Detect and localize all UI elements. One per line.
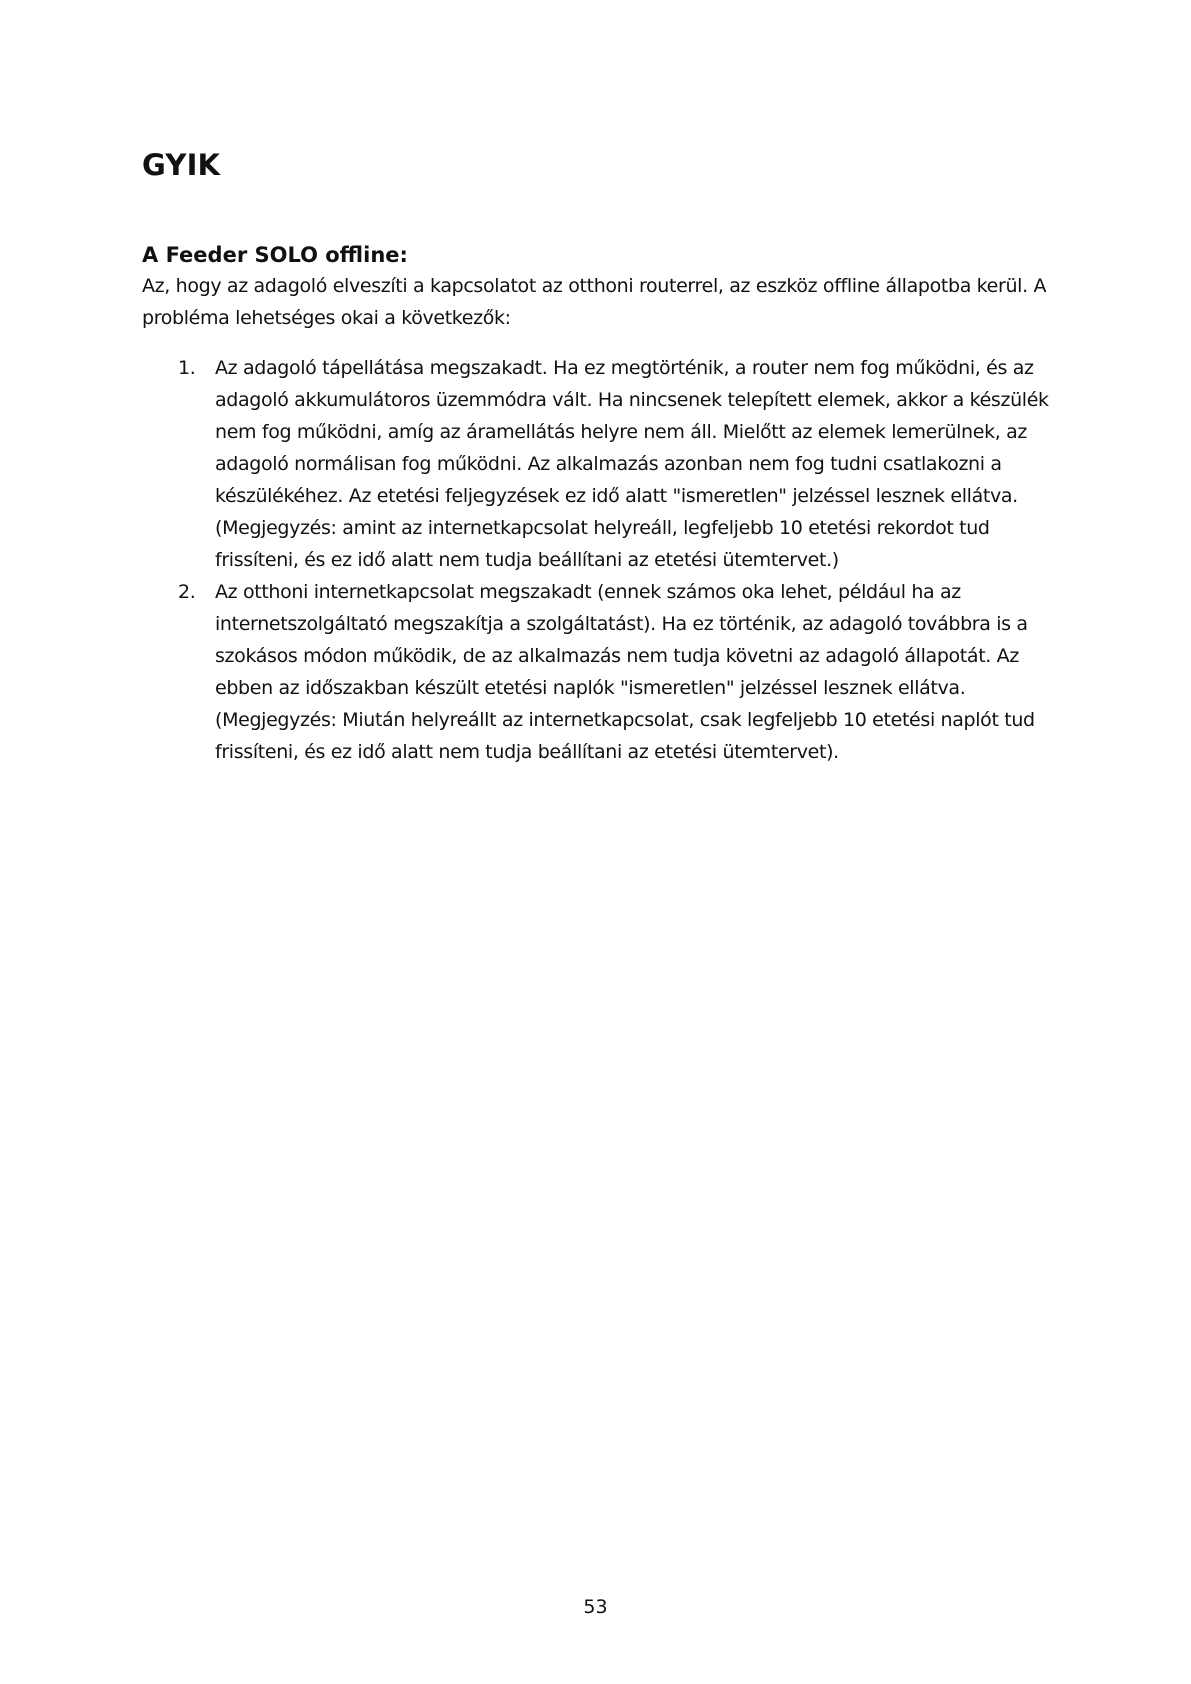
page-number: 53 <box>583 1596 608 1618</box>
causes-list <box>142 352 1062 768</box>
list-item <box>142 576 1062 768</box>
section-title: A Feeder SOLO offline: <box>142 243 408 267</box>
faq-section <box>142 240 1062 768</box>
list-item-number: 1. <box>178 357 196 379</box>
intro-paragraph: Az, hogy az adagoló elveszíti a kapcsolatot az otthoni routerrel, az eszköz offline állapotba kerül. A probléma lehetséges okai a következők: <box>142 275 1047 329</box>
page-title: GYIK <box>142 148 221 182</box>
list-item-text: Az otthoni internetkapcsolat megszakadt (ennek számos oka lehet, például ha az internetszolgáltató megszakítja a szolgáltatást). Ha ez történik, az adagoló továbbra is a szokásos módon működik, de az alkalmazás nem tudja követni az adagoló állapotát. Az ebben az időszakban készült etetési naplók "ismeretlen" jelzéssel lesznek ellátva. (Megjegyzés: Miután helyreállt az internetkapcsolat, csak legfeljebb 10 etetési naplót tud frissíteni, és ez idő alatt nem tudja beállítani az etetési ütemtervet). <box>215 581 1035 763</box>
list-item-number: 2. <box>178 581 196 603</box>
list-item <box>142 352 1062 576</box>
list-item-text: Az adagoló tápellátása megszakadt. Ha ez megtörténik, a router nem fog működni, és az adagoló akkumulátoros üzemmódra vált. Ha nincsenek telepített elemek, akkor a készülék nem fog működni, amíg az áramellátás helyre nem áll. Mielőtt az elemek lemerülnek, az adagoló normálisan fog működni. Az alkalmazás azonban nem fog tudni csatlakozni a készülékéhez. Az etetési feljegyzések ez idő alatt "ismeretlen" jelzéssel lesznek ellátva. (Megjegyzés: amint az internetkapcsolat helyreáll, legfeljebb 10 etetési rekordot tud frissíteni, és ez idő alatt nem tudja beállítani az etetési ütemtervet.) <box>215 357 1049 571</box>
